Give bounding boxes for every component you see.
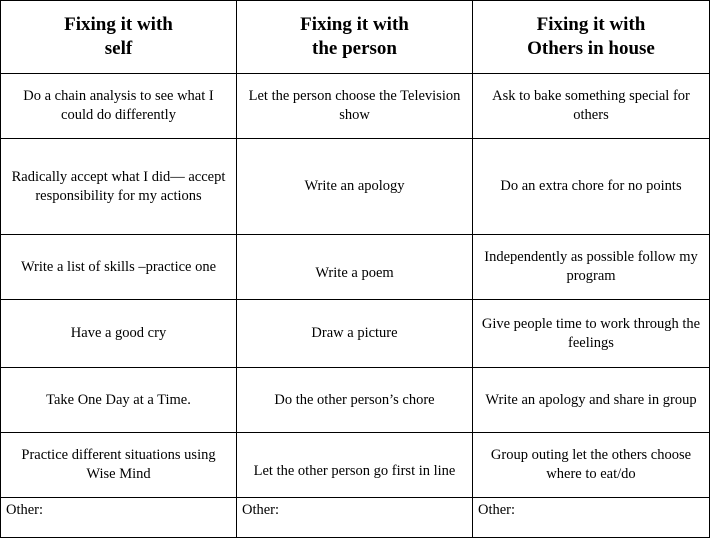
header-person-line1: Fixing it with bbox=[300, 14, 409, 35]
header-person bbox=[237, 1, 473, 74]
table-row bbox=[1, 368, 710, 433]
table-row bbox=[1, 235, 710, 300]
header-others-line2: Others in house bbox=[527, 38, 655, 59]
cell-person: Let the person choose the Television show bbox=[237, 74, 473, 139]
cell-self: Write a list of skills –practice one bbox=[1, 235, 237, 300]
cell-others: Give people time to work through the feelings bbox=[473, 300, 710, 368]
header-others-line1: Fixing it with bbox=[536, 14, 646, 35]
cell-others: Independently as possible follow my program bbox=[473, 235, 710, 300]
cell-others: Group outing let the others choose where to eat/do bbox=[473, 433, 710, 498]
table-row bbox=[1, 139, 710, 235]
cell-self: Take One Day at a Time. bbox=[1, 368, 237, 433]
cell-person: Write a poem bbox=[237, 235, 473, 300]
cell-self: Do a chain analysis to see what I could do differently bbox=[1, 74, 237, 139]
cell-others: Do an extra chore for no points bbox=[473, 139, 710, 235]
table-row bbox=[1, 433, 710, 498]
cell-person: Draw a picture bbox=[237, 300, 473, 368]
header-self bbox=[1, 1, 237, 74]
other-field-person[interactable]: Other: bbox=[237, 498, 473, 538]
cell-others: Ask to bake something special for others bbox=[473, 74, 710, 139]
header-others bbox=[473, 1, 710, 74]
header-row bbox=[1, 1, 710, 74]
cell-person: Let the other person go first in line bbox=[237, 433, 473, 498]
header-self-line1: Fixing it with bbox=[64, 14, 173, 35]
other-field-self[interactable]: Other: bbox=[1, 498, 237, 538]
cell-others: Write an apology and share in group bbox=[473, 368, 710, 433]
cell-self: Radically accept what I did— accept responsibility for my actions bbox=[1, 139, 237, 235]
header-person-line2: the person bbox=[312, 38, 397, 59]
cell-person: Write an apology bbox=[237, 139, 473, 235]
table-row bbox=[1, 74, 710, 139]
other-field-others[interactable]: Other: bbox=[473, 498, 710, 538]
cell-person: Do the other person’s chore bbox=[237, 368, 473, 433]
cell-self: Practice different situations using Wise Mind bbox=[1, 433, 237, 498]
table-row bbox=[1, 300, 710, 368]
table-row-other bbox=[1, 498, 710, 538]
header-self-line2: self bbox=[104, 38, 133, 59]
cell-self: Have a good cry bbox=[1, 300, 237, 368]
